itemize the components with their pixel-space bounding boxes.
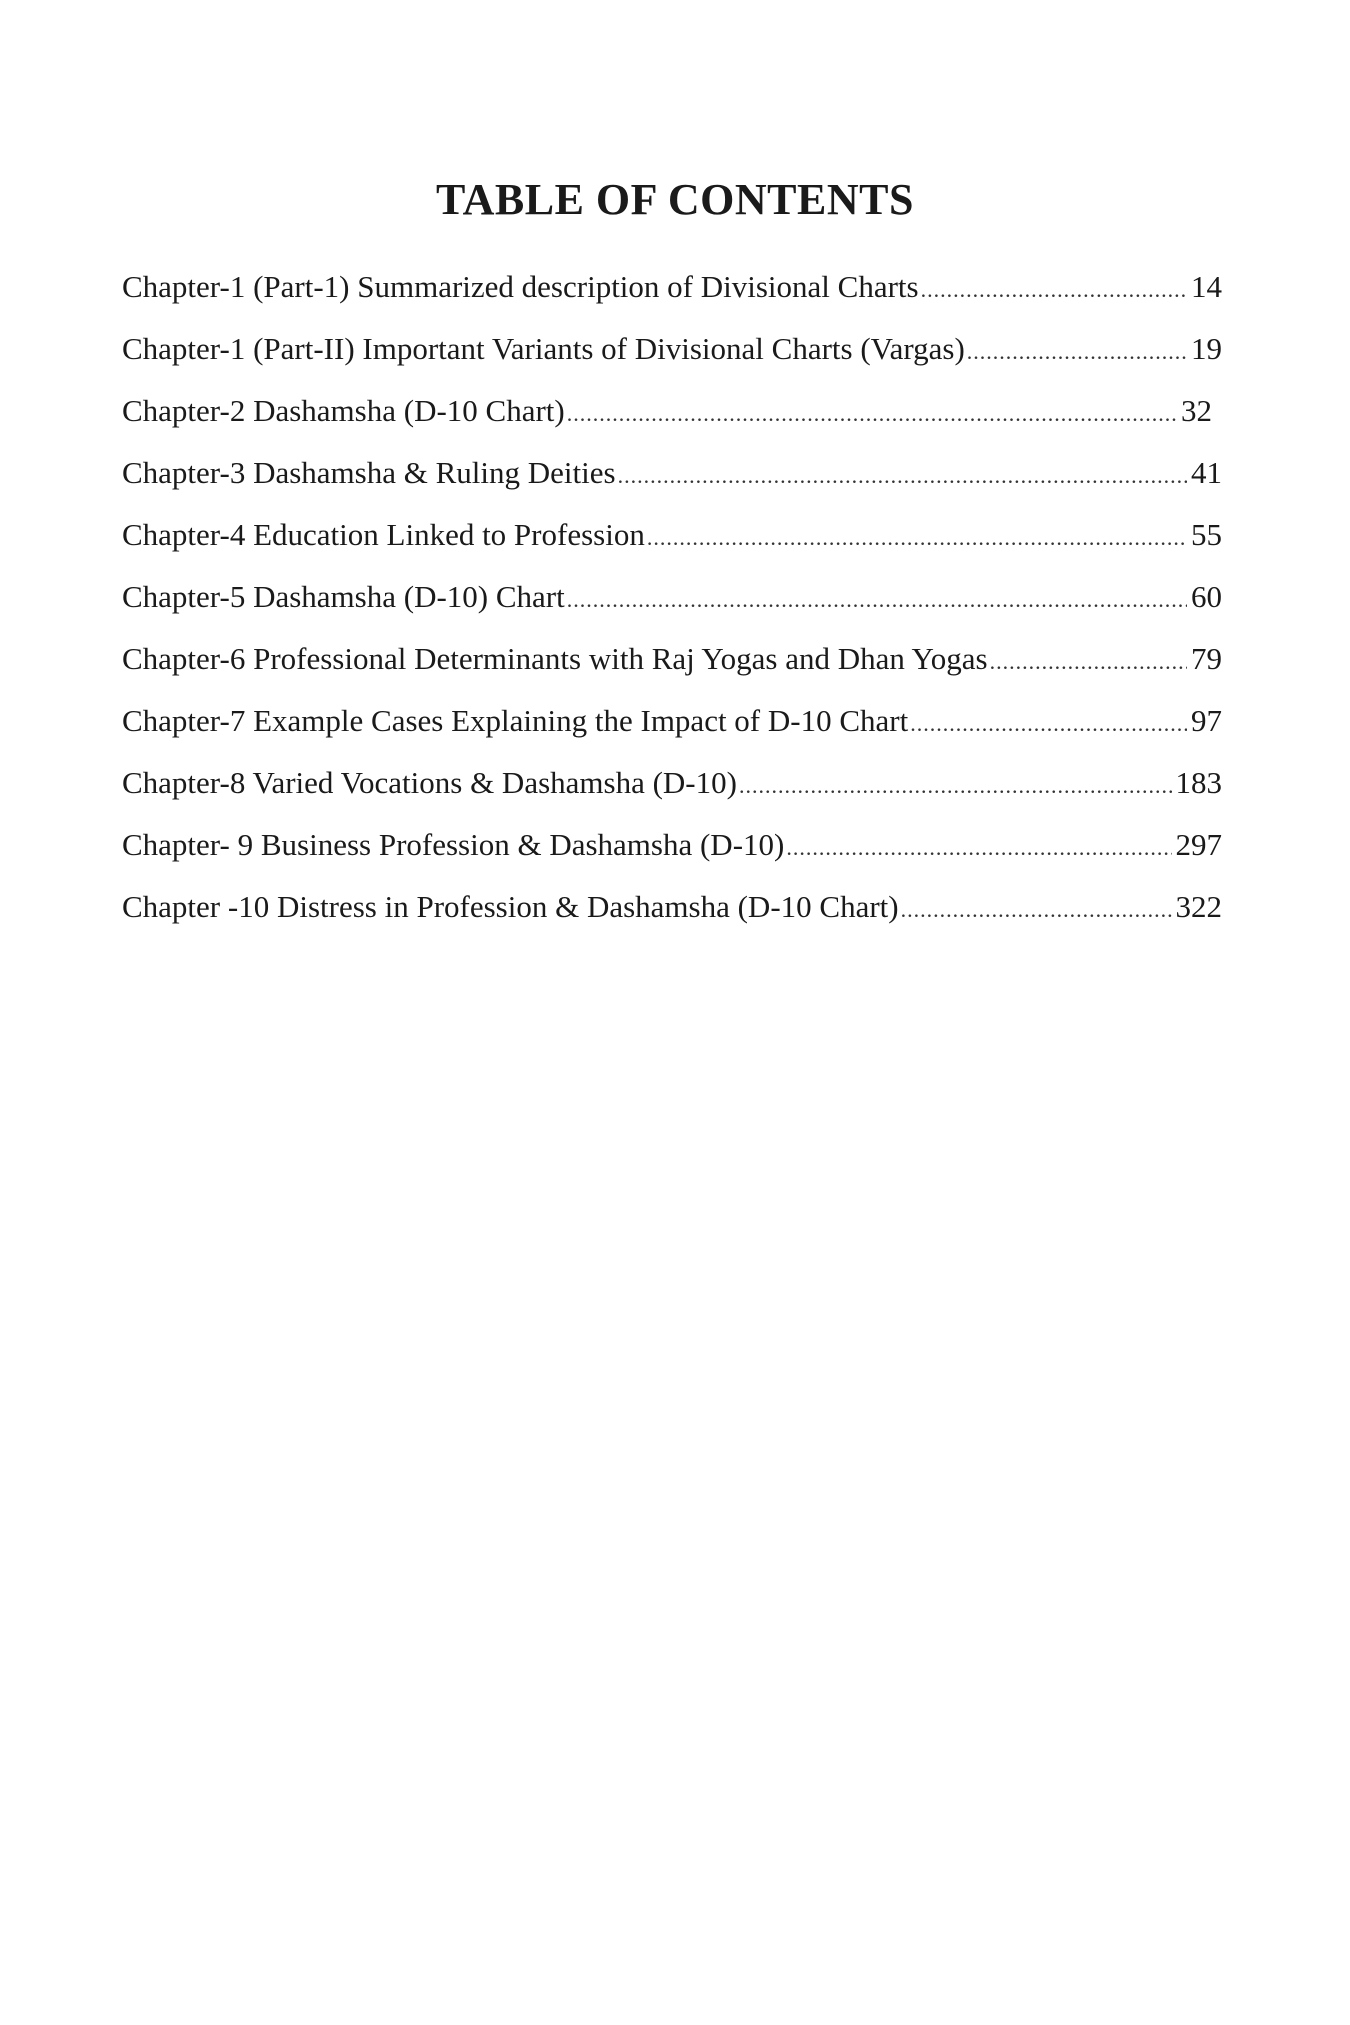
table-of-contents — [122, 256, 1222, 938]
toc-entry-page: 14 — [1191, 269, 1222, 304]
toc-entry-page: 97 — [1191, 703, 1222, 738]
toc-entry — [122, 876, 1222, 938]
dot-leader — [567, 569, 1187, 631]
toc-entry — [122, 256, 1222, 318]
page-title: TABLE OF CONTENTS — [436, 175, 914, 224]
toc-entry-title: Chapter-1 (Part-II) Important Variants of Divisional Charts (Vargas) — [122, 331, 965, 366]
dot-leader — [921, 259, 1187, 321]
dot-leader — [786, 817, 1171, 879]
toc-entry-page: 297 — [1175, 827, 1222, 862]
toc-entry — [122, 380, 1212, 442]
dot-leader — [567, 383, 1177, 445]
toc-entry-page: 79 — [1191, 641, 1222, 676]
toc-entry — [122, 442, 1222, 504]
toc-entry-page: 322 — [1175, 889, 1222, 924]
toc-entry — [122, 566, 1222, 628]
dot-leader — [901, 879, 1172, 941]
dot-leader — [967, 321, 1187, 383]
toc-entry — [122, 318, 1222, 380]
toc-entry-title: Chapter -10 Distress in Profession & Dashamsha (D-10 Chart) — [122, 889, 899, 924]
toc-entry-page: 41 — [1191, 455, 1222, 490]
toc-entry — [122, 690, 1222, 752]
toc-entry-page: 60 — [1191, 579, 1222, 614]
dot-leader — [618, 445, 1187, 507]
dot-leader — [990, 631, 1187, 693]
toc-entry-title: Chapter-6 Professional Determinants with Raj Yogas and Dhan Yogas — [122, 641, 988, 676]
toc-entry — [122, 814, 1222, 876]
toc-entry-title: Chapter- 9 Business Profession & Dashamsha (D-10) — [122, 827, 785, 862]
toc-entry-title: Chapter-5 Dashamsha (D-10) Chart — [122, 579, 565, 614]
toc-entry-title: Chapter-3 Dashamsha & Ruling Deities — [122, 455, 616, 490]
dot-leader — [910, 693, 1187, 755]
toc-entry-page: 183 — [1175, 765, 1222, 800]
toc-entry-page: 32 — [1181, 393, 1212, 428]
toc-entry-title: Chapter-7 Example Cases Explaining the Impact of D-10 Chart — [122, 703, 909, 738]
dot-leader — [647, 507, 1187, 569]
toc-entry-title: Chapter-2 Dashamsha (D-10 Chart) — [122, 393, 565, 428]
toc-entry-page: 55 — [1191, 517, 1222, 552]
toc-entry — [122, 628, 1222, 690]
dot-leader — [739, 755, 1172, 817]
toc-entry-title: Chapter-1 (Part-1) Summarized description of Divisional Charts — [122, 269, 919, 304]
toc-entry — [122, 504, 1222, 566]
toc-entry-title: Chapter-4 Education Linked to Profession — [122, 517, 645, 552]
toc-entry-page: 19 — [1191, 331, 1222, 366]
toc-entry — [122, 752, 1222, 814]
toc-entry-title: Chapter-8 Varied Vocations & Dashamsha (D-10) — [122, 765, 737, 800]
